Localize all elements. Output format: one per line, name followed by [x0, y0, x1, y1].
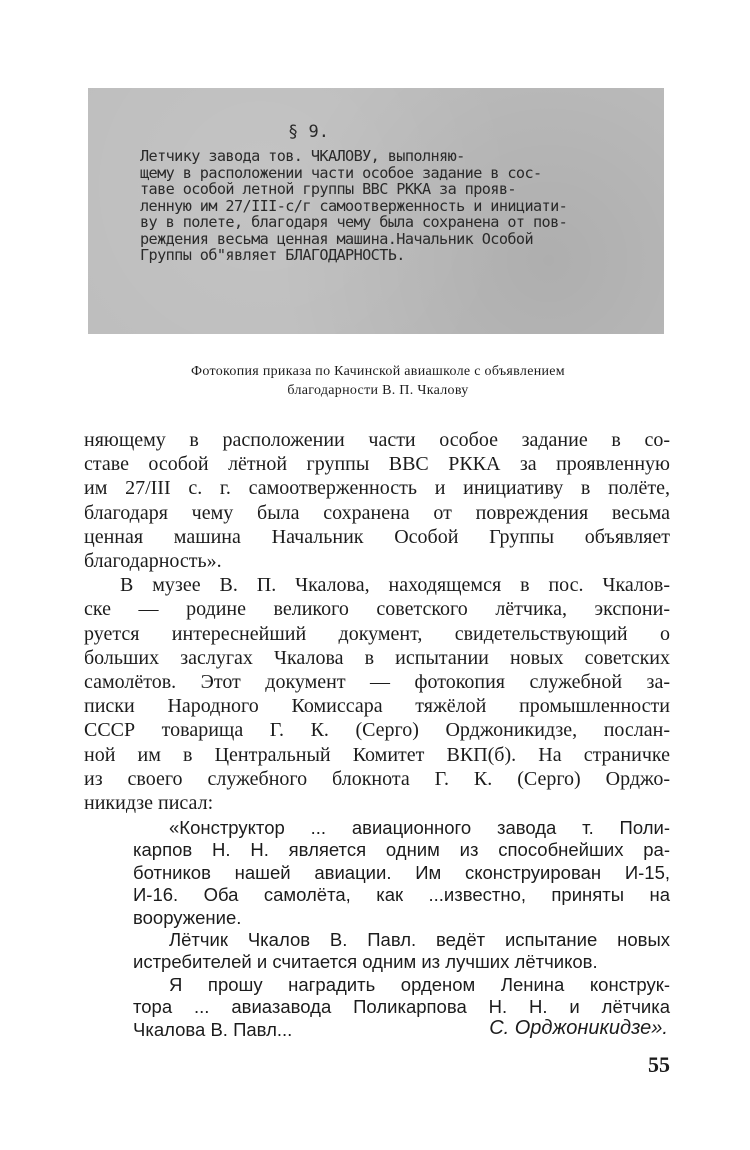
order-line: реждения весьма ценная машина.Начальник Особой: [140, 229, 534, 248]
caption-line: благодарности В. П. Чкалову: [287, 383, 469, 398]
text-line: самолётов. Этот документ — фотокопия служебной за-: [84, 671, 670, 694]
text-line: руется интереснейший документ, свидетельствующий о: [84, 622, 670, 645]
text-line: В музее В. П. Чкалова, находящемся в пос. Чкалов-: [120, 574, 670, 597]
order-line: таве особой летной группы ВВС РККА за прояв-: [140, 180, 516, 198]
order-line: Группы об"являет БЛАГОДАРНОСТЬ.: [140, 246, 405, 264]
main-text: [84, 428, 670, 815]
quote-line: тора ... авиазавода Поликарпова Н. Н. и лётчика: [133, 996, 670, 1018]
text-line: благодарность».: [84, 550, 222, 573]
photo-caption: [84, 362, 672, 400]
order-typed-text: [140, 148, 644, 264]
quote-line: Лётчик Чкалов В. Павл. ведёт испытание новых: [169, 929, 670, 951]
order-line: щему в расположении части особое задание в сос-: [140, 163, 542, 182]
text-line: им 27/III с. г. самоотверженность и инициативу в полёте,: [84, 477, 670, 500]
order-line: ву в полете, благодаря чему была сохранена от пов-: [140, 213, 568, 231]
text-line: никидзе писал:: [84, 792, 214, 815]
signature: С. Орджоникидзе».: [489, 1017, 668, 1039]
quote-line: ботников нашей авиации. Им сконструирован И-15,: [133, 861, 670, 883]
quote-line: Я прошу наградить орденом Ленина конструк-: [169, 973, 670, 995]
text-line: няющему в расположении части особое задание в со-: [84, 429, 670, 451]
text-line: писки Народного Комиссара тяжёлой промышленности: [84, 695, 670, 718]
quote-line: И-16. Оба самолёта, как ...известно, приняты на: [133, 884, 670, 906]
quote-line: Чкалова В. Павл...: [133, 1018, 293, 1040]
quoted-note: [133, 817, 670, 1041]
text-line: ной им в Центральный Комитет ВКП(б). На страничке: [84, 743, 670, 766]
quote-line: вооружение.: [133, 906, 242, 928]
paragraph-mark: § 9.: [288, 122, 329, 142]
text-line: ценная машина Начальник Особой Группы объявляет: [84, 525, 670, 548]
quote-line: истребителей и считается одним из лучших лётчиков.: [133, 951, 598, 973]
quote-line: «Конструктор ... авиационного завода т. Поли-: [169, 817, 670, 838]
text-line: из своего служебного блокнота Г. К. (Серго) Орджо-: [84, 767, 670, 790]
text-line: СССР товарища Г. К. (Серго) Орджоникидзе, послан-: [84, 719, 670, 742]
quote-line: карпов Н. Н. является одним из способнейших ра-: [133, 839, 670, 861]
order-line: Летчику завода тов. ЧКАЛОВУ, выполняю-: [140, 147, 465, 165]
text-line: ске — родине великого советского лётчика, экспони-: [84, 598, 670, 621]
order-line: ленную им 27/III-с/г самоотверженность и инициати-: [140, 196, 568, 215]
page-number: 55: [648, 1052, 670, 1077]
text-line: ставе особой лётной группы ВВС РККА за проявленную: [84, 453, 670, 476]
caption-line: Фотокопия приказа по Качинской авиашколе с объявлением: [191, 364, 565, 379]
order-photocopy-image: [88, 88, 664, 334]
text-line: благодаря чему была сохранена от повреждения весьма: [84, 501, 670, 524]
text-line: больших заслугах Чкалова в испытании новых советских: [84, 646, 670, 669]
